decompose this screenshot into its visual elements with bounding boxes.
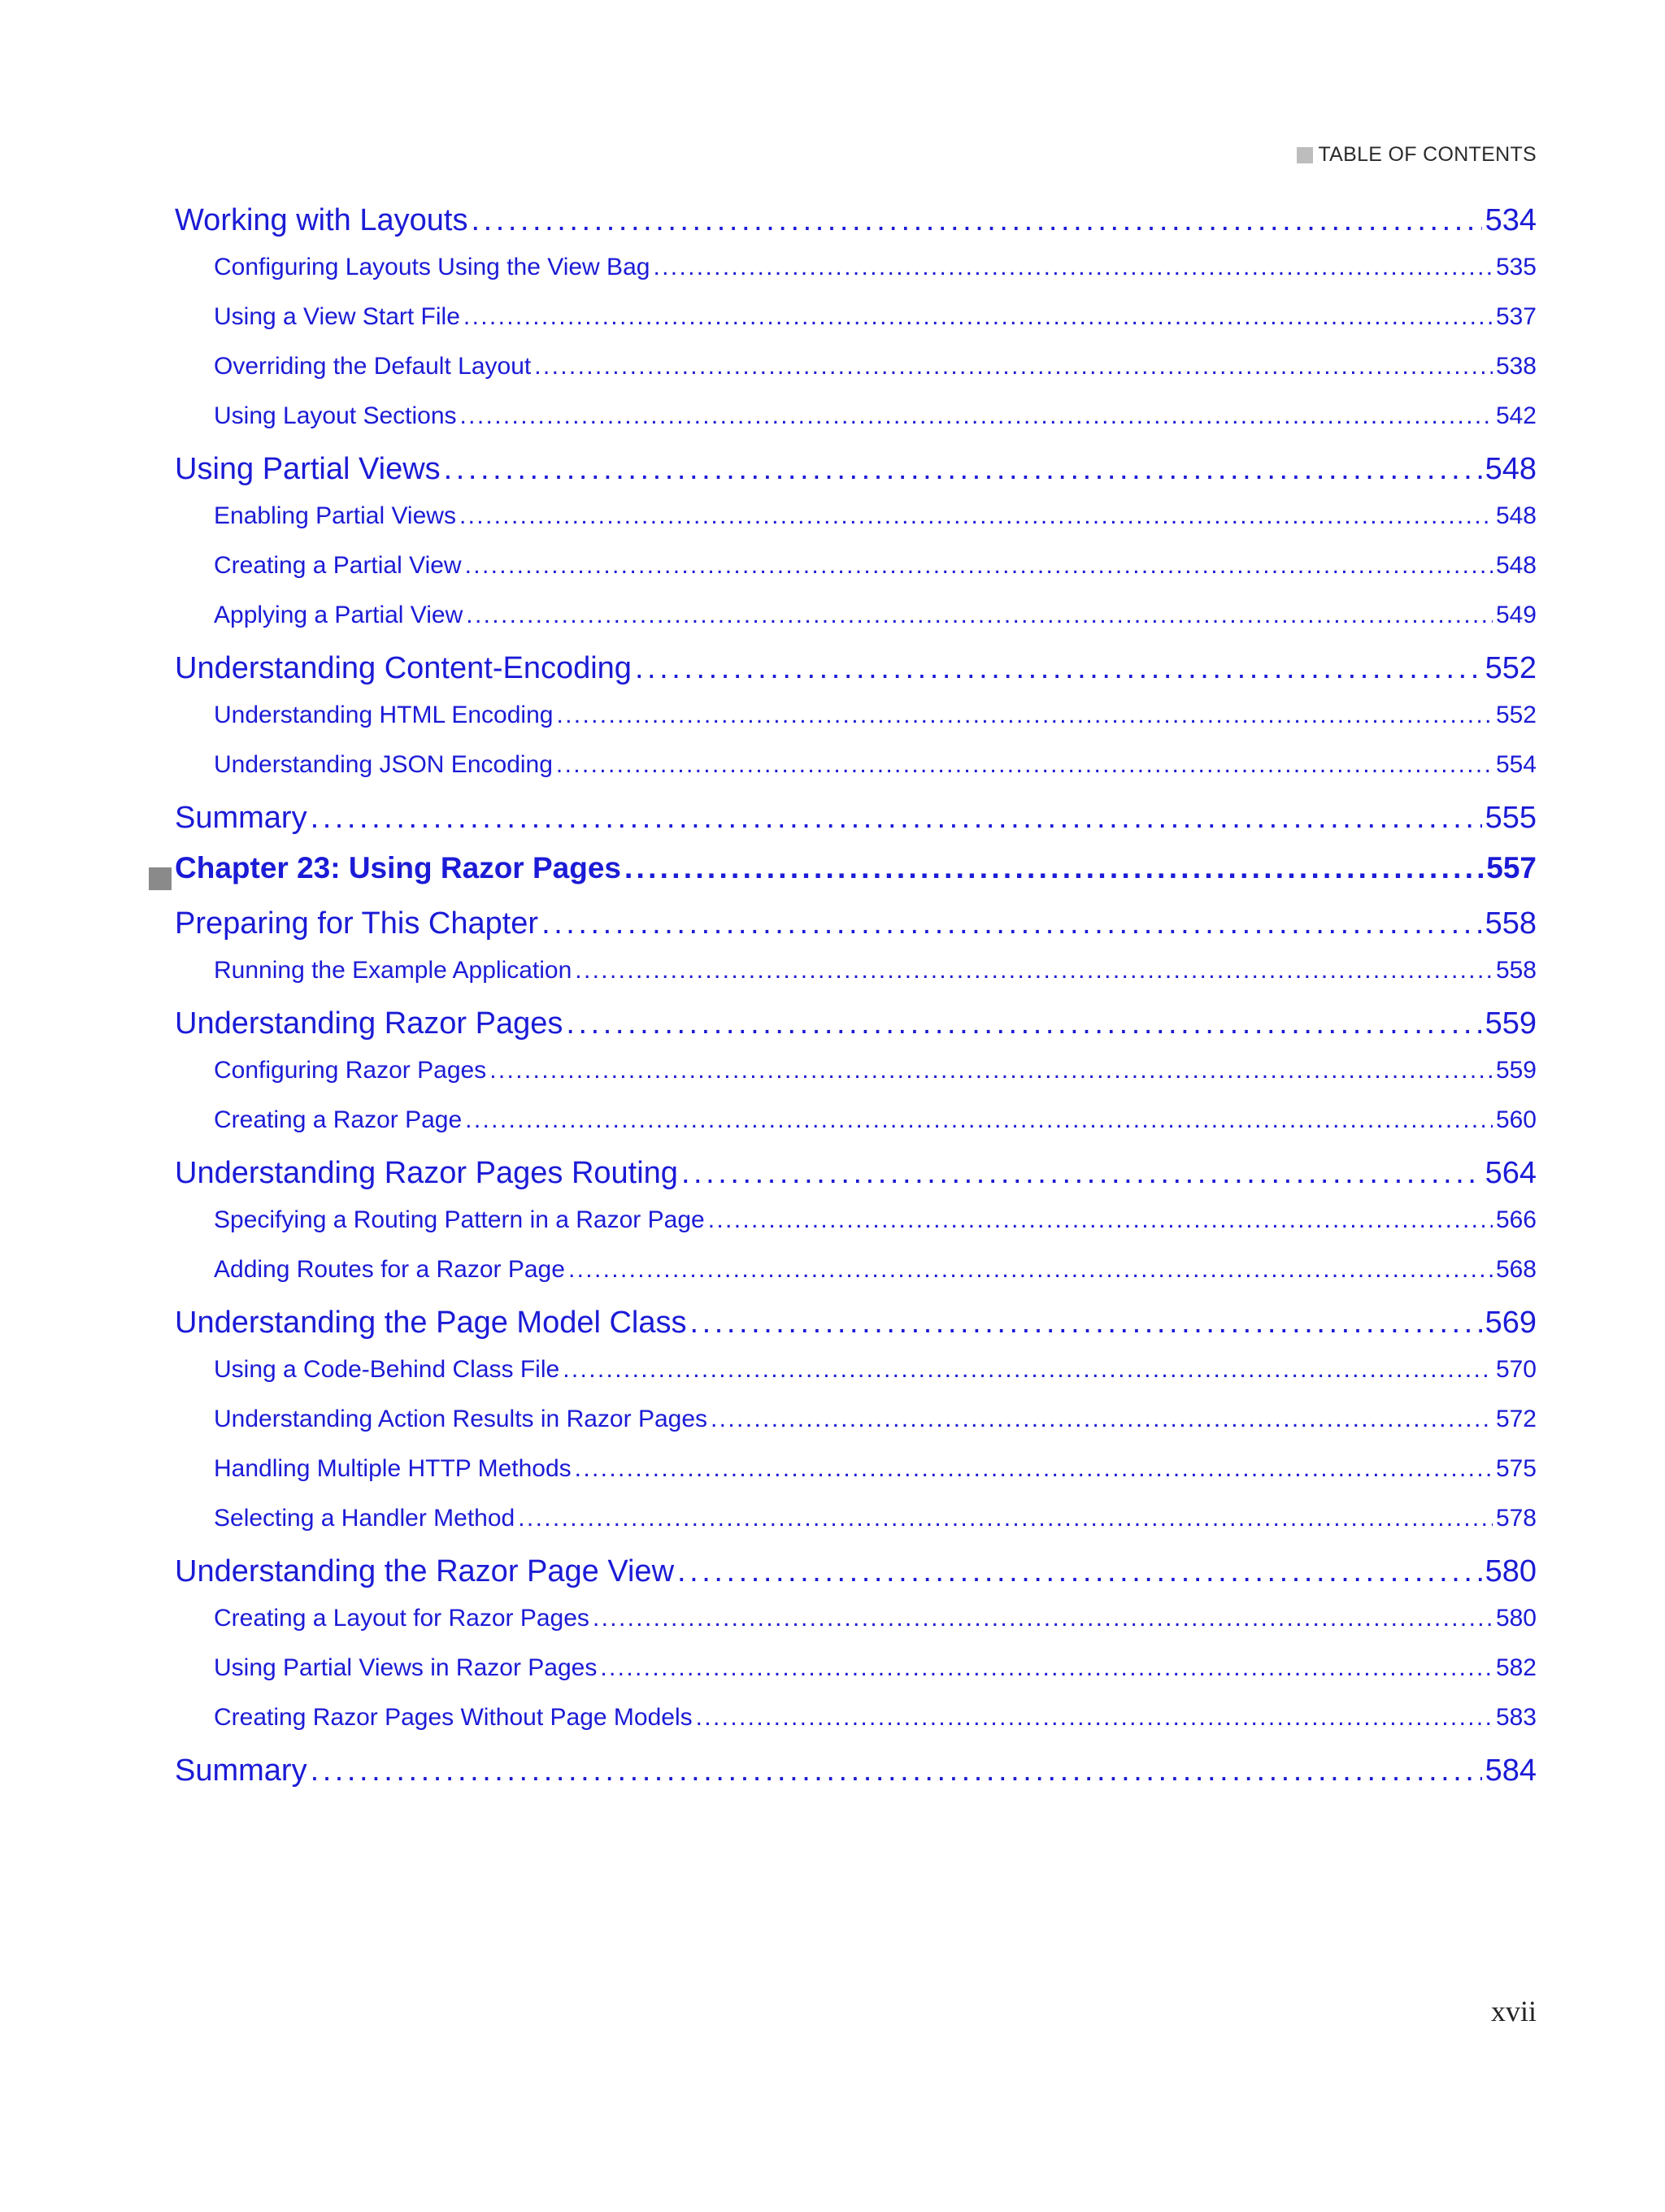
toc-entry-page-number[interactable]: 560 [1495,1106,1537,1133]
toc-entry-title[interactable]: Selecting a Handler Method [214,1505,515,1532]
toc-entry-page-number[interactable]: 570 [1495,1356,1537,1383]
toc-entry-section[interactable] [175,1156,1537,1206]
toc-entry-title[interactable]: Using a View Start File [214,303,460,330]
dot-leader [311,1754,1482,1788]
toc-entry-page-number[interactable]: 555 [1485,801,1537,835]
toc-entry-section[interactable] [175,1306,1537,1356]
toc-entry-title[interactable]: Understanding Action Results in Razor Pages [214,1406,708,1432]
toc-entry-page-number[interactable]: 552 [1485,651,1537,685]
toc-entry-title[interactable]: Chapter 23: Using Razor Pages [175,851,621,884]
toc-entry-chapter[interactable] [149,851,1537,906]
toc-entry-title[interactable]: Using Layout Sections [214,402,457,429]
toc-entry-section[interactable] [175,801,1537,851]
toc-entry-title[interactable]: Summary [175,801,307,835]
toc-entry-title[interactable]: Adding Routes for a Razor Page [214,1256,565,1283]
toc-entry-sub[interactable] [175,502,1537,552]
toc-entry-sub[interactable] [175,1455,1537,1505]
dot-leader [556,702,1492,729]
page-number: xvii [1490,1995,1537,2027]
toc-entry-title[interactable]: Understanding HTML Encoding [214,702,554,728]
dot-leader [534,353,1493,380]
toc-entry-title[interactable]: Working with Layouts [175,203,468,237]
toc-entry-section[interactable] [175,1006,1537,1057]
dot-leader [465,1106,1493,1134]
toc-entry-sub[interactable] [175,303,1537,353]
toc-entry-section[interactable] [175,203,1537,254]
dot-leader [556,751,1493,779]
toc-entry-sub[interactable] [175,1256,1537,1306]
dot-leader [541,906,1482,941]
toc-entry-title[interactable]: Handling Multiple HTTP Methods [214,1455,572,1482]
toc-entry-sub[interactable] [175,552,1537,602]
toc-entry-sub[interactable] [175,254,1537,303]
toc-entry-title[interactable]: Specifying a Routing Pattern in a Razor Page [214,1206,705,1233]
toc-entry-page-number[interactable]: 582 [1495,1654,1537,1681]
dot-leader [653,254,1492,281]
toc-entry-section[interactable] [175,1554,1537,1605]
dot-leader [681,1156,1482,1191]
toc-entry-title[interactable]: Summary [175,1754,307,1788]
toc-entry-page-number[interactable]: 557 [1486,851,1537,884]
toc-entry-title[interactable]: Creating a Partial View [214,552,462,579]
toc-entry-title[interactable]: Using a Code-Behind Class File [214,1356,560,1383]
toc-entry-page-number[interactable]: 569 [1485,1306,1537,1340]
toc-entry-sub[interactable] [175,1057,1537,1106]
toc-entry-title[interactable]: Configuring Layouts Using the View Bag [214,254,650,280]
toc-entry-sub[interactable] [175,1704,1537,1754]
toc-entry-page-number[interactable]: 538 [1495,353,1537,380]
toc-entry-sub[interactable] [175,602,1537,651]
toc-entry-sub[interactable] [175,1356,1537,1406]
dot-leader [696,1704,1493,1732]
dot-leader [624,851,1483,885]
toc-entry-title[interactable]: Understanding the Razor Page View [175,1554,675,1588]
toc-entry-section[interactable] [175,1754,1537,1804]
toc-entry-sub[interactable] [175,1605,1537,1654]
toc-entry-title[interactable]: Understanding Content-Encoding [175,651,632,685]
dot-leader [563,1356,1493,1384]
toc-entry-page-number[interactable]: 558 [1495,957,1537,984]
dot-leader [593,1605,1493,1632]
toc-entry-sub[interactable] [175,402,1537,452]
toc-entry-page-number[interactable]: 566 [1495,1206,1537,1233]
toc-entry-page-number[interactable]: 548 [1495,502,1537,529]
dot-leader [311,801,1482,836]
toc-entry-title[interactable]: Enabling Partial Views [214,502,456,529]
toc-entry-page-number[interactable]: 580 [1485,1554,1537,1588]
dot-leader [460,402,1493,430]
dot-leader [489,1057,1493,1084]
dot-leader [575,1455,1493,1483]
toc-entry-page-number[interactable]: 549 [1495,602,1537,628]
toc-entry-page-number[interactable]: 535 [1495,254,1537,280]
table-of-contents [175,203,1537,1804]
toc-entry-title[interactable]: Running the Example Application [214,957,572,984]
toc-entry-sub[interactable] [175,1106,1537,1156]
dot-leader [711,1406,1493,1433]
toc-entry-page-number[interactable]: 564 [1485,1156,1537,1190]
dot-leader [600,1654,1493,1682]
toc-entry-sub[interactable] [175,1505,1537,1554]
toc-entry-page-number[interactable]: 558 [1485,906,1537,941]
toc-entry-page-number[interactable]: 542 [1495,402,1537,429]
toc-entry-title[interactable]: Configuring Razor Pages [214,1057,487,1084]
dot-leader [471,203,1481,238]
toc-entry-page-number[interactable]: 548 [1485,452,1537,486]
toc-entry-sub[interactable] [175,353,1537,402]
toc-entry-sub[interactable] [175,1406,1537,1455]
toc-entry-page-number[interactable]: 537 [1495,303,1537,330]
dot-leader [459,502,1493,530]
toc-entry-title[interactable]: Using Partial Views in Razor Pages [214,1654,598,1681]
toc-entry-title[interactable]: Understanding Razor Pages Routing [175,1156,678,1190]
dot-leader [444,452,1482,487]
dot-leader [708,1206,1493,1234]
toc-entry-page-number[interactable]: 534 [1485,203,1537,237]
toc-entry-sub[interactable] [175,1206,1537,1256]
toc-entry-page-number[interactable]: 559 [1495,1057,1537,1084]
toc-entry-title[interactable]: Understanding the Page Model Class [175,1306,687,1340]
toc-entry-title[interactable]: Creating a Razor Page [214,1106,463,1133]
toc-entry-page-number[interactable]: 575 [1495,1455,1537,1482]
header-square-icon [1297,147,1313,163]
toc-entry-title[interactable]: Overriding the Default Layout [214,353,532,380]
toc-entry-sub[interactable] [175,1654,1537,1704]
toc-entry-section[interactable] [175,452,1537,502]
dot-leader [465,552,1493,580]
dot-leader [568,1256,1493,1284]
dot-leader [635,651,1482,686]
toc-entry-page-number[interactable]: 584 [1485,1754,1537,1788]
toc-entry-title[interactable]: Understanding JSON Encoding [214,751,553,778]
toc-entry-section[interactable] [175,906,1537,957]
toc-entry-title[interactable]: Creating a Layout for Razor Pages [214,1605,589,1632]
toc-entry-page-number[interactable]: 568 [1495,1256,1537,1283]
toc-entry-page-number[interactable]: 583 [1495,1704,1537,1731]
toc-entry-sub[interactable] [175,751,1537,801]
chapter-square-icon [149,867,172,890]
toc-entry-page-number[interactable]: 580 [1495,1605,1537,1632]
toc-entry-title[interactable]: Using Partial Views [175,452,441,486]
running-header-label: TABLE OF CONTENTS [1318,143,1537,166]
toc-entry-sub[interactable] [175,702,1537,751]
dot-leader [575,957,1493,984]
toc-entry-title[interactable]: Applying a Partial View [214,602,463,628]
dot-leader [466,602,1493,629]
running-header [1297,143,1537,167]
toc-entry-page-number[interactable]: 572 [1495,1406,1537,1432]
toc-entry-title[interactable]: Creating Razor Pages Without Page Models [214,1704,693,1731]
toc-entry-page-number[interactable]: 578 [1495,1505,1537,1532]
toc-entry-sub[interactable] [175,957,1537,1006]
dot-leader [690,1306,1482,1341]
dot-leader [677,1554,1482,1589]
toc-entry-page-number[interactable]: 554 [1495,751,1537,778]
toc-entry-section[interactable] [175,651,1537,702]
toc-entry-title[interactable]: Preparing for This Chapter [175,906,539,941]
toc-entry-title[interactable]: Understanding Razor Pages [175,1006,563,1041]
dot-leader [463,303,1493,331]
toc-entry-page-number[interactable]: 552 [1495,702,1537,728]
toc-entry-page-number[interactable]: 559 [1485,1006,1537,1041]
dot-leader [566,1006,1481,1041]
toc-entry-page-number[interactable]: 548 [1495,552,1537,579]
dot-leader [518,1505,1493,1532]
